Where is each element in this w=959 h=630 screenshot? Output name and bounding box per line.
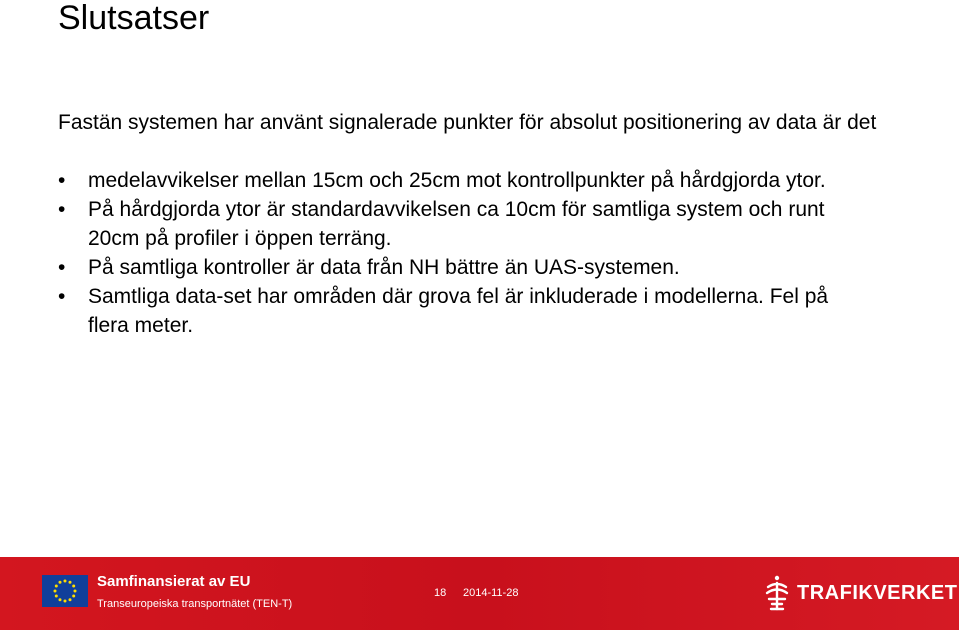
eu-stars-icon bbox=[42, 575, 88, 607]
list-item bbox=[58, 253, 858, 282]
bullet-text: På samtliga kontroller är data från NH bättre än UAS-systemen. bbox=[88, 256, 680, 279]
eu-funding-subtitle: Transeuropeiska transportnätet (TEN-T) bbox=[97, 598, 293, 610]
bullet-icon: • bbox=[58, 169, 66, 192]
list-item bbox=[58, 166, 858, 195]
eu-funding-text bbox=[97, 572, 357, 613]
eu-funding-title: Samfinansierat av EU bbox=[97, 573, 251, 590]
bullet-icon: • bbox=[58, 256, 66, 279]
page-number: 18 bbox=[434, 587, 447, 599]
crown-icon bbox=[760, 573, 794, 613]
list-item bbox=[58, 282, 858, 340]
bullet-text: På hårdgjorda ytor är standardavvikelsen ca 10cm för samtliga system och runt 20cm på profiler i öppen terräng. bbox=[88, 198, 825, 250]
brand-name: TRAFIKVERKET bbox=[797, 582, 958, 604]
eu-flag-icon bbox=[42, 575, 88, 607]
list-item bbox=[58, 195, 858, 253]
intro-text: Fastän systemen har använt signalerade punkter för absolut positionering av data är det bbox=[58, 111, 877, 134]
bullet-icon: • bbox=[58, 285, 66, 308]
trafikverket-crown-icon bbox=[760, 573, 794, 613]
bullet-list bbox=[58, 166, 858, 340]
footer-bar bbox=[0, 557, 959, 630]
slide-date: 2014-11-28 bbox=[463, 587, 519, 599]
bullet-icon: • bbox=[58, 198, 66, 221]
slide-title: Slutsatser bbox=[58, 0, 210, 37]
bullet-text: medelavvikelser mellan 15cm och 25cm mot kontrollpunkter på hårdgjorda ytor. bbox=[88, 169, 826, 192]
bullet-text: Samtliga data-set har områden där grova fel är inkluderade i modellerna. Fel på flera meter. bbox=[88, 285, 829, 337]
